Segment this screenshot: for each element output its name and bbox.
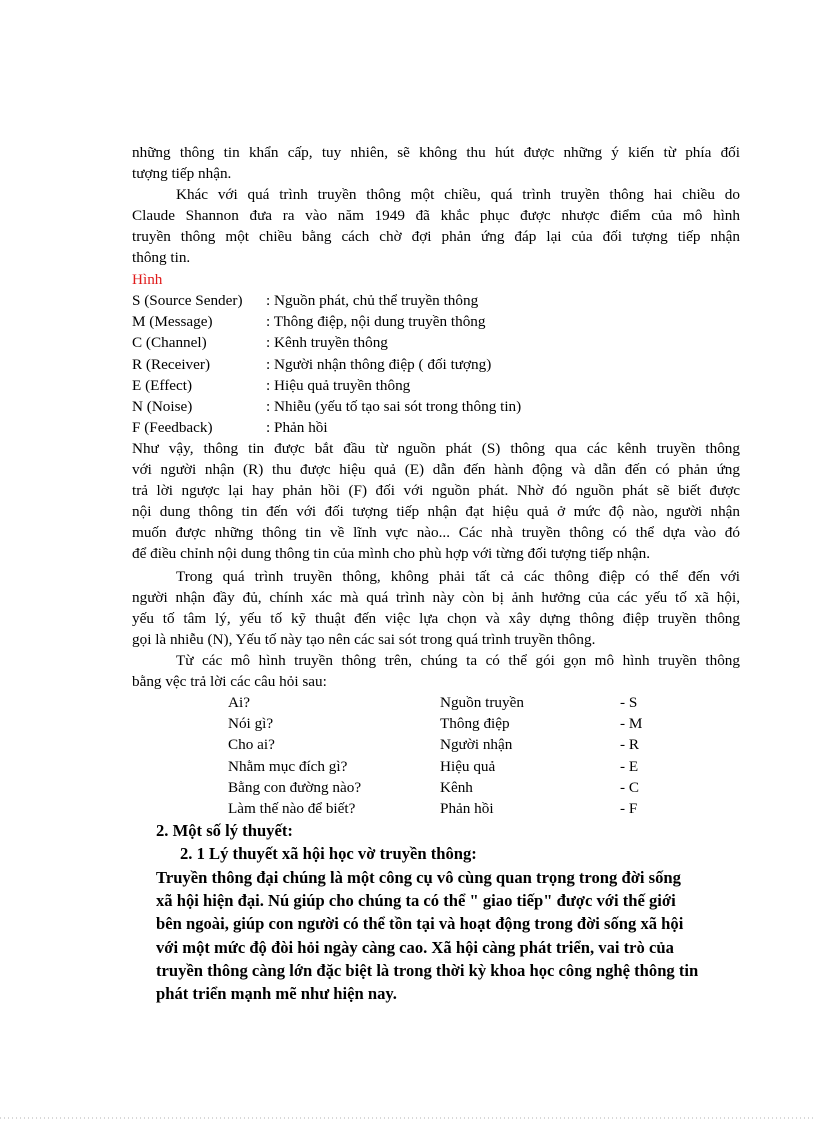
- legend-key: N (Noise): [132, 397, 193, 415]
- paragraph-1: [132, 142, 740, 184]
- legend-value: : Hiệu quả truyền thông: [266, 376, 411, 394]
- paragraph-2: [132, 184, 740, 268]
- text-line: truyền thông một chiều bằng cách chờ đợi phản ứng đáp lại của đối tượng tiếp nhận: [132, 228, 740, 245]
- bold-paragraph: [156, 866, 740, 1005]
- text-line: xã hội hiện đại. Nú giúp cho chúng ta có thể " giao tiếp" được với thế giới: [156, 891, 676, 911]
- text-line: Từ các mô hình truyền thông trên, chúng ta có thể gói gọn mô hình truyền thông: [176, 652, 740, 669]
- text-line: Claude Shannon đưa ra vào năm 1949 đã khắc phục được nhược điểm của mô hình: [132, 207, 740, 224]
- text-line: bên ngoài, giúp con người có thể tồn tại và hoạt động trong đời sống xã hội: [156, 914, 684, 934]
- legend-key: C (Channel): [132, 334, 207, 352]
- text-line: Khác với quá trình truyền thông một chiều, quá trình truyền thông hai chiều do: [176, 186, 740, 203]
- text-line: với người nhận (R) thu được hiệu quả (E) dẫn đến hành động và dẫn đến có phản ứng: [132, 461, 740, 478]
- model-legend: [132, 290, 740, 438]
- text-line: bằng vệc trả lời các câu hỏi sau:: [132, 673, 327, 690]
- question-list: [228, 692, 668, 819]
- question: Bằng con đường nào?: [228, 778, 362, 796]
- legend-key: R (Receiver): [132, 355, 211, 373]
- text-line: nội dung thông tin đến với đối tượng tiếp nhận đạt hiệu quả ở mức độ nào, người nhận: [132, 503, 740, 520]
- paragraph-4: [132, 566, 740, 650]
- figure-label: Hình: [132, 271, 163, 288]
- text-line: gọi là nhiễu (N), Yếu tố này tạo nên các sai sót trong quá trình truyền thông.: [132, 631, 596, 648]
- code: - F: [620, 799, 638, 817]
- legend-row: [132, 332, 740, 353]
- legend-key: E (Effect): [132, 376, 193, 394]
- section-heading: 2. Một số lý thuyết:: [156, 821, 293, 840]
- question: Ai?: [228, 694, 250, 711]
- text-line: phát triển mạnh mẽ như hiện nay.: [156, 984, 397, 1004]
- legend-row: [132, 417, 740, 438]
- legend-row: [132, 354, 740, 375]
- subsection-heading: 2. 1 Lý thuyết xã hội học vờ truyền thông:: [180, 844, 477, 863]
- text-line: yếu tố tâm lý, yếu tố kỹ thuật đến việc lựa chọn và xây dựng thông điệp truyền thông: [132, 610, 740, 627]
- legend-key: S (Source Sender): [132, 292, 243, 309]
- text-line: truyền thông càng lớn đặc biệt là trong thời kỳ khoa học công nghệ thông tin: [156, 960, 699, 980]
- text-line: những thông tin khẩn cấp, tuy nhiên, sẽ không thu hút được những ý kiến từ phía đối: [132, 144, 740, 161]
- answer: Người nhận: [440, 736, 513, 754]
- legend-value: : Kênh truyền thông: [266, 334, 388, 352]
- code: - C: [620, 778, 639, 796]
- text-line: người nhận đầy đủ, chính xác mà quá trình này còn bị ảnh hưởng của các yếu tố xã hội,: [132, 589, 740, 606]
- code: - S: [620, 694, 638, 711]
- legend-value: : Người nhận thông điệp ( đối tượng): [266, 355, 492, 373]
- legend-row: [132, 375, 740, 396]
- question: Nói gì?: [228, 715, 274, 733]
- legend-row: [132, 290, 740, 311]
- question-row: [228, 756, 668, 777]
- code: - R: [620, 736, 639, 754]
- question-row: [228, 692, 668, 713]
- answer: Hiệu quả: [440, 757, 496, 775]
- code: - E: [620, 757, 639, 775]
- answer: Phản hồi: [440, 799, 494, 817]
- text-line: tượng tiếp nhận.: [132, 165, 232, 182]
- text-line: thông tin.: [132, 249, 191, 266]
- legend-key: M (Message): [132, 313, 213, 331]
- answer: Kênh: [440, 778, 473, 796]
- text-line: với một mức độ đòi hỏi ngày càng cao. Xã hội càng phát triển, vai trò của: [156, 937, 674, 957]
- legend-row: [132, 396, 740, 417]
- text-line: trả lời ngược lại hay phản hồi (F) đối với nguồn phát. Nhờ đó nguồn phát sẽ biết được: [132, 482, 740, 499]
- legend-value: : Nhiễu (yếu tố tạo sai sót trong thông tin): [266, 397, 522, 415]
- text-line: để điều chỉnh nội dung thông tin của mình cho phù hợp với từng đối tượng tiếp nhận.: [132, 545, 651, 562]
- page-bottom-border: [0, 1117, 816, 1119]
- question-row: [228, 798, 668, 819]
- legend-key: F (Feedback): [132, 419, 213, 437]
- paragraph-5: [132, 650, 740, 692]
- legend-value: : Nguồn phát, chủ thể truyền thông: [266, 292, 479, 309]
- text-line: Trong quá trình truyền thông, không phải tất cả các thông điệp có thể đến với: [176, 568, 740, 585]
- question: Làm thế nào để biết?: [228, 799, 356, 817]
- paragraph-3: [132, 438, 740, 564]
- question-row: [228, 777, 668, 798]
- text-line: muốn được những thông tin về lĩnh vực nào... Các nhà truyền thông có thể dựa vào đó: [132, 524, 740, 541]
- text-line: Như vậy, thông tin được bắt đầu từ nguồn phát (S) thông qua các kênh truyền thông: [132, 440, 740, 457]
- legend-value: : Phản hồi: [266, 419, 328, 437]
- question-row: [228, 734, 668, 755]
- answer: Thông điệp: [440, 715, 510, 733]
- legend-row: [132, 311, 740, 332]
- code: - M: [620, 715, 643, 733]
- answer: Nguồn truyền: [440, 694, 524, 711]
- question: Nhằm mục đích gì?: [228, 757, 348, 775]
- question: Cho ai?: [228, 736, 275, 754]
- question-row: [228, 713, 668, 734]
- legend-value: : Thông điệp, nội dung truyền thông: [266, 313, 486, 331]
- text-line: Truyền thông đại chúng là một công cụ vô cùng quan trọng trong đời sống: [156, 868, 681, 887]
